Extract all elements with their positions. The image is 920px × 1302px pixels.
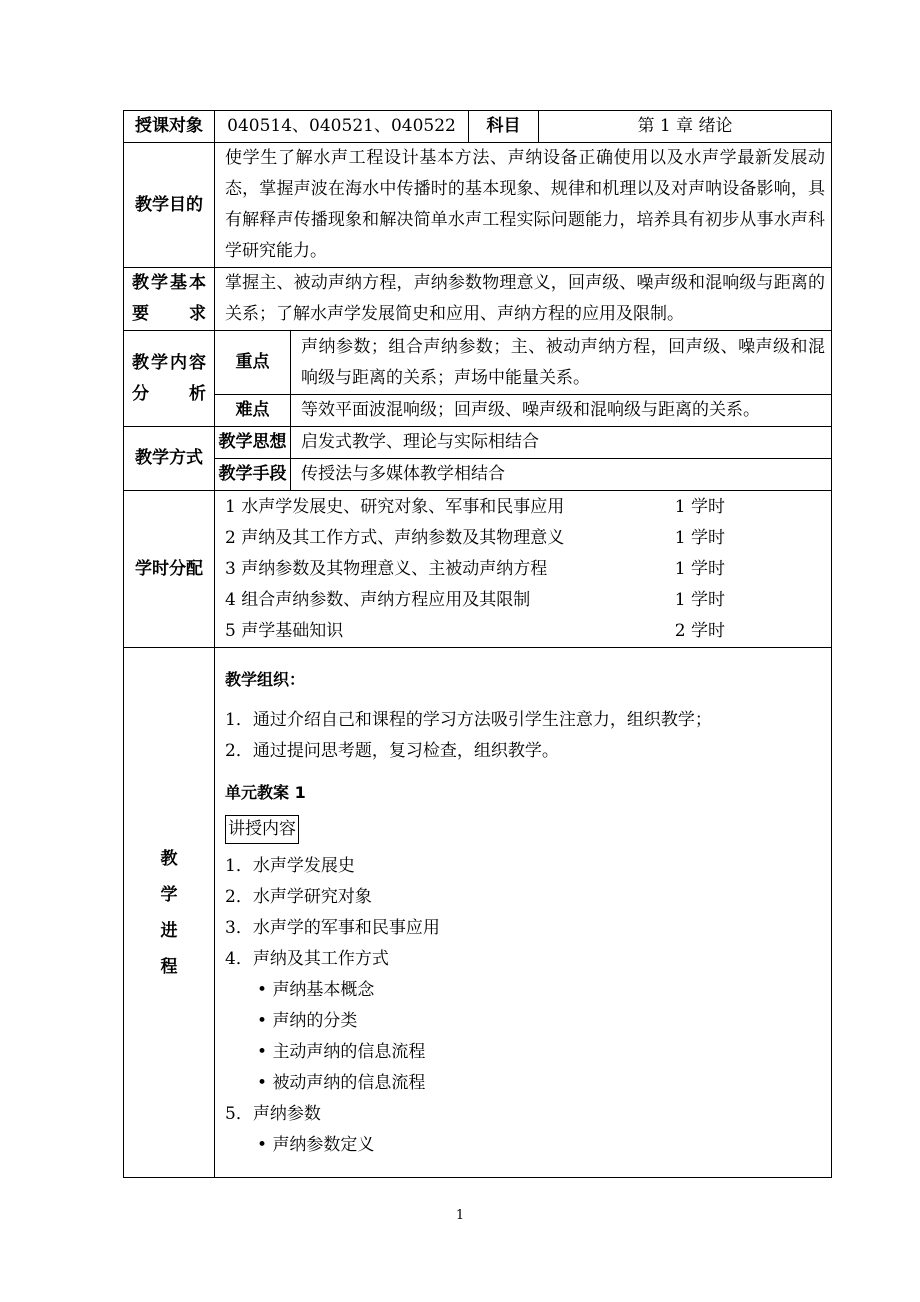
process-content	[215, 648, 832, 1178]
hours-item: 5 声学基础知识 2 学时	[225, 620, 725, 641]
lecture-subitem: • 声纳基本概念	[225, 975, 823, 1006]
difficult-points-text: 等效平面波混响级；回声级、噪声级和混响级与距离的关系。	[291, 395, 832, 427]
hours-row	[124, 491, 832, 648]
requirements-label	[124, 268, 215, 331]
lecture-item: 1．水声学发展史	[225, 856, 355, 876]
analysis-difficult-row	[124, 395, 832, 427]
hours-item: 1 水声学发展史、研究对象、军事和民事应用 1 学时	[225, 496, 725, 517]
objectives-row	[124, 143, 832, 268]
audience-label: 授课对象	[124, 111, 215, 143]
audience-value: 040514、040521、040522	[215, 111, 469, 143]
key-points-text: 声纳参数；组合声纳参数；主、被动声纳方程，回声级、噪声级和混响级与距离的关系；声场中能量关系。	[291, 331, 832, 395]
objectives-label: 教学目的	[124, 143, 215, 268]
lecture-subitem: • 主动声纳的信息流程	[225, 1037, 823, 1068]
org-item: 2．通过提问思考题，复习检查，组织教学。	[225, 741, 559, 761]
lecture-subitem: • 声纳的分类	[225, 1006, 823, 1037]
requirements-label-line1: 教学基本	[132, 273, 206, 293]
lecture-item: 4．声纳及其工作方式	[225, 949, 389, 969]
analysis-label-line2: 分 析	[132, 383, 206, 404]
org-item: 1．通过介绍自己和课程的学习方法吸引学生注意力，组织教学；	[225, 710, 712, 730]
lecture-content-box: 讲授内容	[225, 815, 299, 844]
lecture-item: 5．声纳参数	[225, 1104, 321, 1124]
method-idea-row	[124, 427, 832, 459]
process-label-char: 教	[160, 848, 178, 869]
requirements-text: 掌握主、被动声纳方程，声纳参数物理意义，回声级、噪声级和混响级与距离的关系；了解水声学发展简史和应用、声纳方程的应用及限制。	[215, 268, 832, 331]
analysis-label	[124, 331, 215, 427]
page-number: 1	[455, 1208, 465, 1223]
process-label	[124, 648, 215, 1178]
hours-item: 4 组合声纳参数、声纳方程应用及其限制 1 学时	[225, 589, 725, 610]
key-points-label: 重点	[215, 331, 291, 395]
hours-label: 学时分配	[124, 491, 215, 648]
lecture-subitem: • 声纳参数定义	[225, 1130, 823, 1161]
hours-item: 2 声纳及其工作方式、声纳参数及其物理意义 1 学时	[225, 527, 725, 548]
subject-label: 科目	[469, 111, 539, 143]
requirements-row	[124, 268, 832, 331]
lesson-plan-table	[123, 110, 832, 1178]
hours-item: 3 声纳参数及其物理意义、主被动声纳方程 1 学时	[225, 558, 725, 579]
process-label-char: 程	[160, 956, 178, 977]
subject-value: 第 1 章 绪论	[539, 111, 832, 143]
org-title: 教学组织：	[225, 670, 306, 689]
teaching-means-text: 传授法与多媒体教学相结合	[291, 459, 832, 491]
requirements-label-line2: 要 求	[132, 304, 206, 324]
analysis-key-row	[124, 331, 832, 395]
objectives-text: 使学生了解水声工程设计基本方法、声纳设备正确使用以及水声学最新发展动态，掌握声波在海水中传播时的基本现象、规律和机理以及对声呐设备影响，具有解释声传播现象和解决简单水声工程实际问题能力，培养具有初步从事水声科学研究能力。	[215, 143, 832, 268]
lecture-item: 2．水声学研究对象	[225, 887, 372, 907]
analysis-label-line1: 教学内容	[132, 352, 206, 373]
method-label: 教学方式	[124, 427, 215, 491]
method-means-row	[124, 459, 832, 491]
unit-title: 单元教案 1	[225, 783, 306, 802]
header-row	[124, 111, 832, 143]
teaching-idea-text: 启发式教学、理论与实际相结合	[291, 427, 832, 459]
difficult-points-label: 难点	[215, 395, 291, 427]
process-row	[124, 648, 832, 1178]
process-label-char: 进	[160, 920, 178, 941]
teaching-means-label: 教学手段	[215, 459, 291, 491]
lecture-subitem: • 被动声纳的信息流程	[225, 1068, 823, 1099]
process-label-char: 学	[160, 884, 178, 905]
lecture-item: 3．水声学的军事和民事应用	[225, 918, 440, 938]
hours-list	[215, 491, 832, 648]
teaching-idea-label: 教学思想	[215, 427, 291, 459]
